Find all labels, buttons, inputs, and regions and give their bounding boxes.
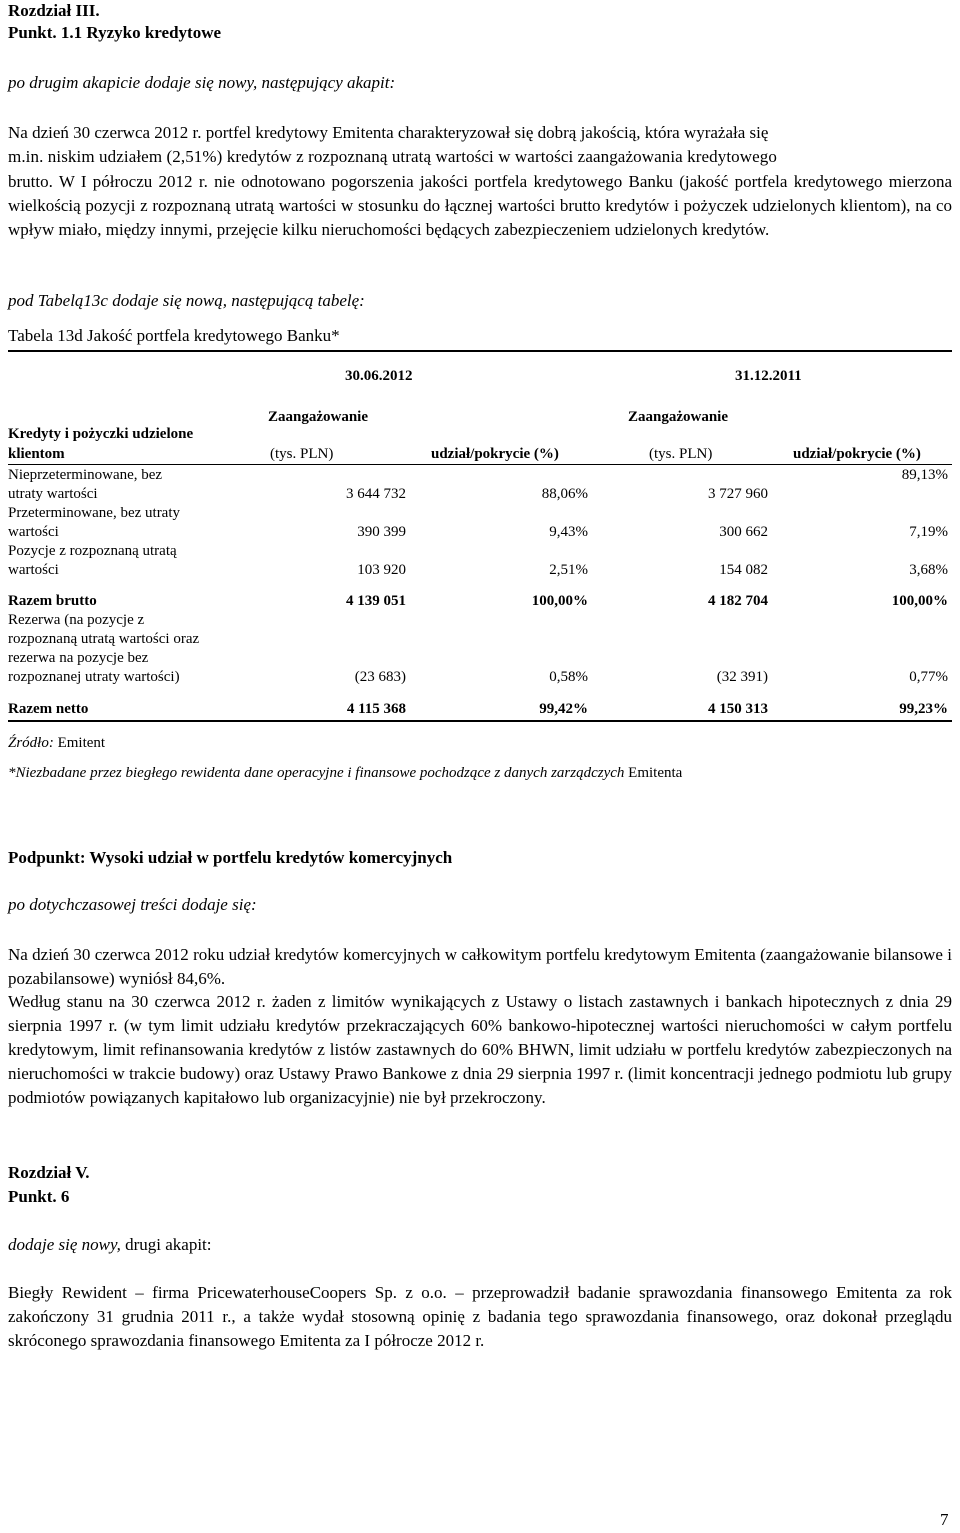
table-date-header: 31.12.2011 (735, 368, 802, 384)
table-cell-exposure: 300 662 (719, 524, 768, 540)
table-cell-share: 0,58% (549, 669, 588, 685)
point-heading: Punkt. 1.1 Ryzyko kredytowe (8, 23, 222, 42)
table-cell-share: 9,43% (549, 524, 588, 540)
table-total-label: Razem brutto (8, 593, 97, 609)
table-row-label: Rezerwa (na pozycje z (8, 612, 145, 628)
table-row-label: wartości (8, 524, 59, 540)
amendment-intro (8, 1234, 212, 1256)
table-total-exposure: 4 139 051 (346, 593, 406, 609)
paragraph-body: Na dzień 30 czerwca 2012 roku udział kredytów komercyjnych w całkowitym portfelu kredytowym Emitenta (zaangażowanie bilansowe i pozabilansowe) wyniósł 84,6%. (8, 945, 952, 988)
table-total-exposure: 4 150 313 (708, 701, 768, 717)
intro-normal: drugi akapit: (120, 1235, 212, 1254)
page-number: 7 (940, 1510, 949, 1529)
amendment-intro: po drugim akapicie dodaje się nowy, następujący akapit: (8, 73, 396, 92)
table-row-label: wartości (8, 562, 59, 578)
intro-italic: dodaje się nowy, (8, 1235, 121, 1254)
point-heading: Punkt. 6 (8, 1187, 70, 1206)
table-row-label: rezerwa na pozycje bez (8, 650, 149, 666)
subsection-title: Podpunkt: Wysoki udział w portfelu kredytów komercyjnych (8, 848, 453, 867)
table-row-label: Nieprzeterminowane, bez (8, 467, 163, 483)
paragraph-line: m.in. niskim udziałem (2,51%) kredytów z rozpoznaną utratą wartości w wartości zaangażowania kredytowego (8, 147, 777, 166)
paragraph-body: brutto. W I półroczu 2012 r. nie odnotowano pogorszenia jakości portfela kredytowego Banku (jakość portfela kredytowego mierzona wielkością pozycji z rozpoznaną utratą wartości w stosunku do łącznej wartości brutto kredytów i pożyczek udzielonych klientom), na co wpływ miało, między innymi, przejęcie kilku nieruchomości będących zabezpieczeniem udzielonych kredytów. (8, 172, 952, 239)
table-header-unit: (tys. PLN) (270, 446, 334, 462)
chapter-heading: Rozdział V. (8, 1163, 90, 1182)
table-cell-share: 0,77% (909, 669, 948, 685)
table-total-share: 99,42% (539, 701, 588, 717)
table-cell-exposure: 390 399 (357, 524, 406, 540)
table-total-share: 100,00% (891, 593, 948, 609)
table-header-label: Kredyty i pożyczki udzielone (8, 426, 194, 442)
table-top-rule (8, 350, 952, 352)
table-caption: Tabela 13d Jakość portfela kredytowego Banku* (8, 326, 340, 345)
chapter-heading: Rozdział III. (8, 1, 100, 20)
source-value: Emitent (57, 735, 106, 751)
table-header-share: udział/pokrycie (%) (793, 446, 921, 462)
table-cell-share: 3,68% (909, 562, 948, 578)
paragraph-body: Według stanu na 30 czerwca 2012 r. żaden z limitów wynikających z Ustawy o listach zastawnych i bankach hipotecznych z dnia 29 sierpnia 1997 r. (w tym limit udziału kredytów przekraczających 60% bankowo-hipotecznej wartości nieruchomości w całym portfelu kredytowym, limit refinansowania kredytów z listów zastawnych do 60% BHWN, limit udziału w portfelu kredytów zabezpieczonych na nieruchomości w trakcie budowy) oraz Ustawy Prawo Bankowe z dnia 29 sierpnia 1997 r. (limit koncentracji jednego podmiotu lub grupy podmiotów powiązanych kapitałowo lub organizacyjnie) nie był przekroczony. (8, 992, 952, 1107)
paragraph-line: Na dzień 30 czerwca 2012 r. portfel kredytowy Emitenta charakteryzował się dobrą jakością, która wyrażała się (8, 123, 769, 142)
table-cell-exposure: (32 391) (716, 669, 768, 685)
footnote-text: Emitenta (628, 765, 683, 781)
footnote-text: *Niezbadane przez biegłego rewidenta dane operacyjne i finansowe pochodzące z danych zarządczych (8, 765, 625, 781)
table-header-share: udział/pokrycie (%) (431, 446, 559, 462)
table-row-label: rozpoznanej utraty wartości) (8, 669, 180, 685)
table-date-header: 30.06.2012 (345, 368, 413, 384)
table-header-unit: (tys. PLN) (649, 446, 713, 462)
table-cell-exposure: 154 082 (719, 562, 768, 578)
table-cell-exposure: 3 644 732 (346, 486, 406, 502)
table-total-exposure: 4 115 368 (346, 701, 406, 717)
table-cell-share: 7,19% (909, 524, 948, 540)
table-row-label: Przeterminowane, bez utraty (8, 505, 181, 521)
table-cell-exposure: 3 727 960 (708, 486, 768, 502)
table-cell-exposure: 103 920 (357, 562, 406, 578)
table-footnote (8, 764, 682, 783)
table-header-exposure: Zaangażowanie (628, 409, 729, 425)
source-label: Źródło: (8, 735, 54, 751)
table-total-share: 100,00% (531, 593, 588, 609)
table-cell-share: 2,51% (549, 562, 588, 578)
table-header-exposure: Zaangażowanie (268, 409, 369, 425)
table-total-exposure: 4 182 704 (708, 593, 768, 609)
table-cell-share: 88,06% (541, 486, 588, 502)
table-header-label: klientom (8, 446, 65, 462)
amendment-intro: pod Tabelą13c dodaje się nową, następującą tabelę: (8, 291, 365, 310)
table-total-label: Razem netto (8, 701, 89, 717)
table-header-rule (8, 464, 952, 465)
table-source (8, 734, 105, 753)
table-row-label: Pozycje z rozpoznaną utratą (8, 543, 177, 559)
table-cell-exposure: (23 683) (354, 669, 406, 685)
table-bottom-rule (8, 720, 952, 722)
table-cell-share: 89,13% (901, 467, 948, 483)
paragraph-body: Biegły Rewident – firma PricewaterhouseCoopers Sp. z o.o. – przeprowadził badanie sprawozdania finansowego Emitenta za rok zakończony 31 grudnia 2011 r., a także wydał stosowną opinię z badania tego sprawozdania finansowego, oraz dokonał przeglądu skróconego sprawozdania finansowego Emitenta za I półrocze 2012 r. (8, 1283, 952, 1350)
amendment-intro: po dotychczasowej treści dodaje się: (8, 895, 257, 914)
table-row-label: utraty wartości (8, 486, 98, 502)
table-total-share: 99,23% (899, 701, 948, 717)
table-row-label: rozpoznaną utratą wartości oraz (8, 631, 200, 647)
